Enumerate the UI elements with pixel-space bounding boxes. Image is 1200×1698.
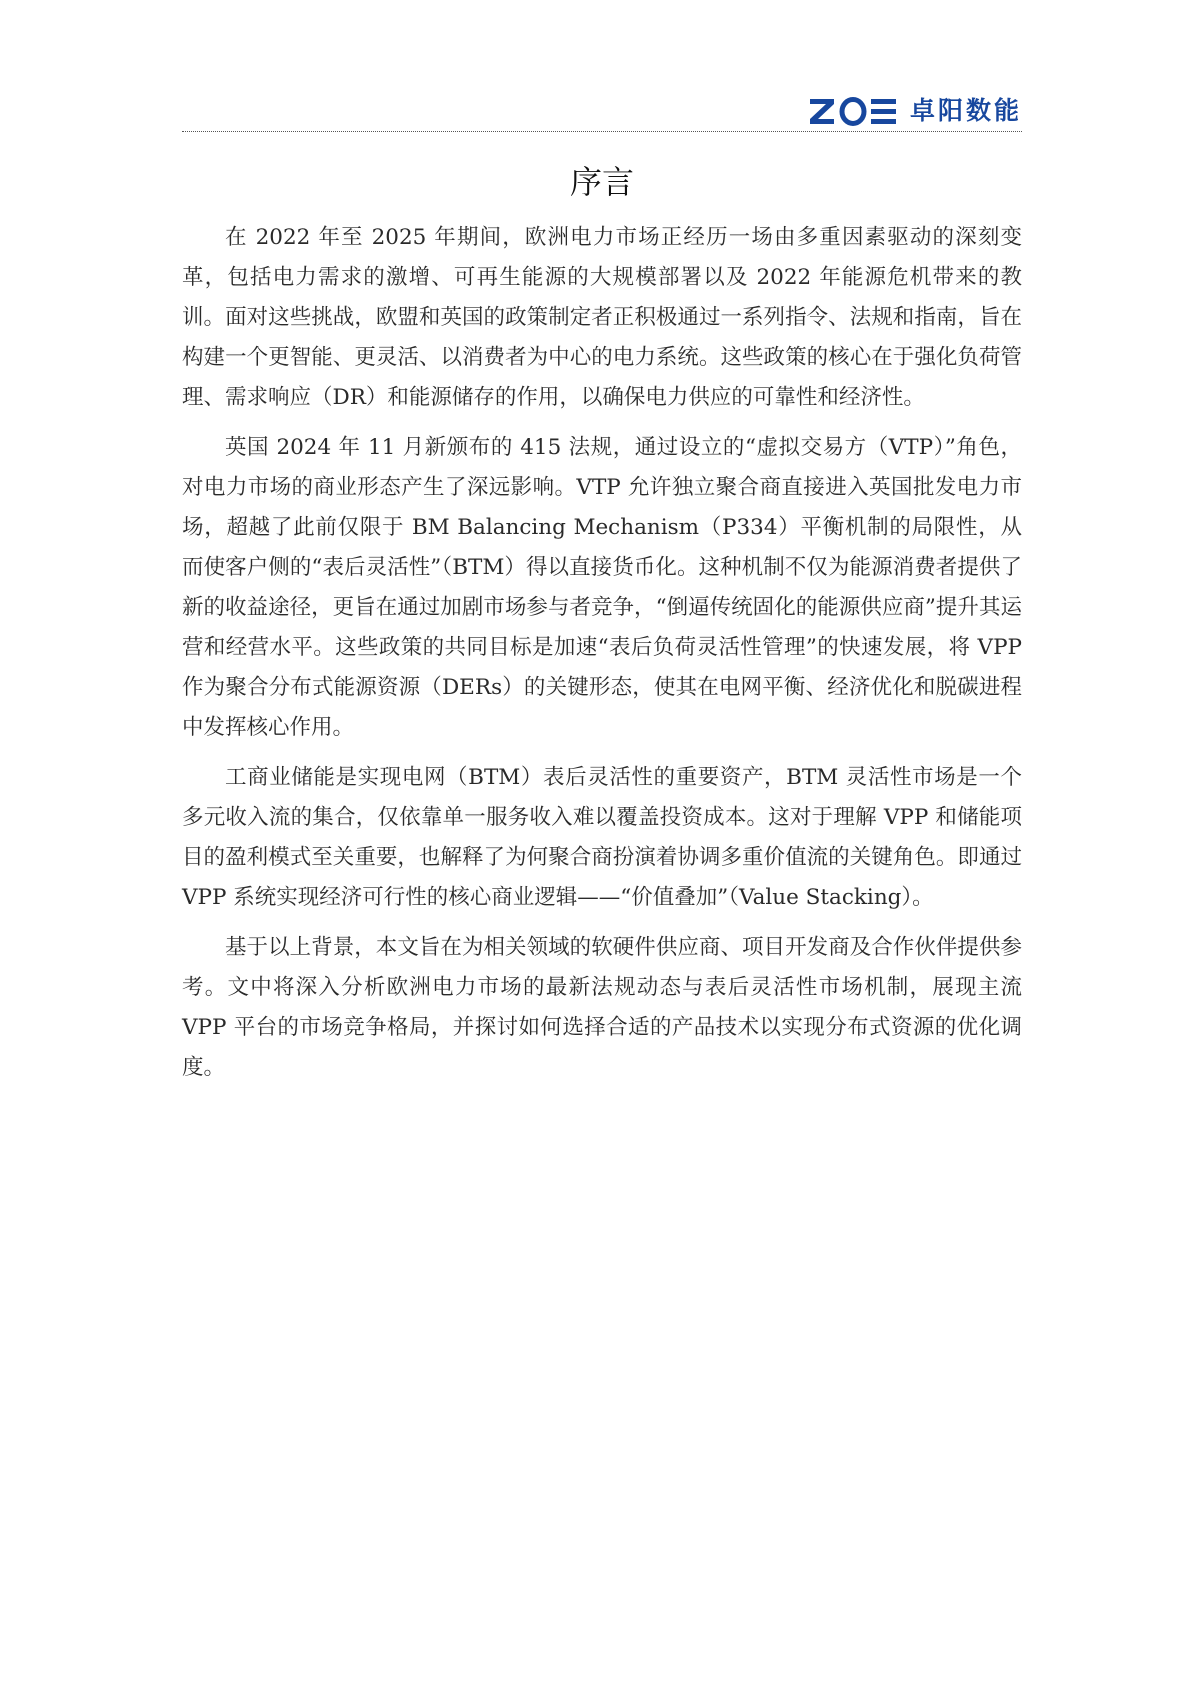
header-divider: [182, 131, 1022, 132]
zoe-logo-icon: [808, 96, 900, 126]
brand-name: 卓阳数能: [909, 96, 1022, 125]
page-title: 序言: [569, 163, 634, 201]
page-header: [182, 92, 1022, 134]
paragraph-3: 工商业储能是实现电网（BTM）表后灵活性的重要资产，BTM 灵活性市场是一个多元收入流的集合，仅依靠单一服务收入难以覆盖投资成本。这对于理解 VPP 和储能项目的盈利模式至关重要，也解释了为何聚合商扮演着协调多重价值流的关键角色。即通过 VPP 系统实现经济可行性的核心商业逻辑——“价值叠加”（Value Stacking）。: [182, 765, 1022, 910]
preface-body: [182, 218, 1022, 1098]
paragraph-2: 英国 2024 年 11 月新颁布的 415 法规，通过设立的“虚拟交易方（VTP）”角色，对电力市场的商业形态产生了深远影响。VTP 允许独立聚合商直接进入英国批发电力市场，超越了此前仅限于 BM Balancing Mechanism（P334）平衡机制的局限性，从而使客户侧的“表后灵活性”（BTM）得以直接货币化。这种机制不仅为能源消费者提供了新的收益途径，更旨在通过加剧市场参与者竞争，“倒逼传统固化的能源供应商”提升其运营和经营水平。这些政策的共同目标是加速“表后负荷灵活性管理”的快速发展，将 VPP 作为聚合分布式能源资源（DERs）的关键形态，使其在电网平衡、经济优化和脱碳进程中发挥核心作用。: [182, 435, 1022, 740]
company-logo: [808, 94, 1022, 128]
paragraph-1: 在 2022 年至 2025 年期间，欧洲电力市场正经历一场由多重因素驱动的深刻变革，包括电力需求的激增、可再生能源的大规模部署以及 2022 年能源危机带来的教训。面对这些挑战，欧盟和英国的政策制定者正积极通过一系列指令、法规和指南，旨在构建一个更智能、更灵活、以消费者为中心的电力系统。这些政策的核心在于强化负荷管理、需求响应（DR）和能源储存的作用，以确保电力供应的可靠性和经济性。: [182, 225, 1022, 410]
paragraph-4: 基于以上背景，本文旨在为相关领域的软硬件供应商、项目开发商及合作伙伴提供参考。文中将深入分析欧洲电力市场的最新法规动态与表后灵活性市场机制，展现主流 VPP 平台的市场竞争格局，并探讨如何选择合适的产品技术以实现分布式资源的优化调度。: [182, 935, 1022, 1080]
